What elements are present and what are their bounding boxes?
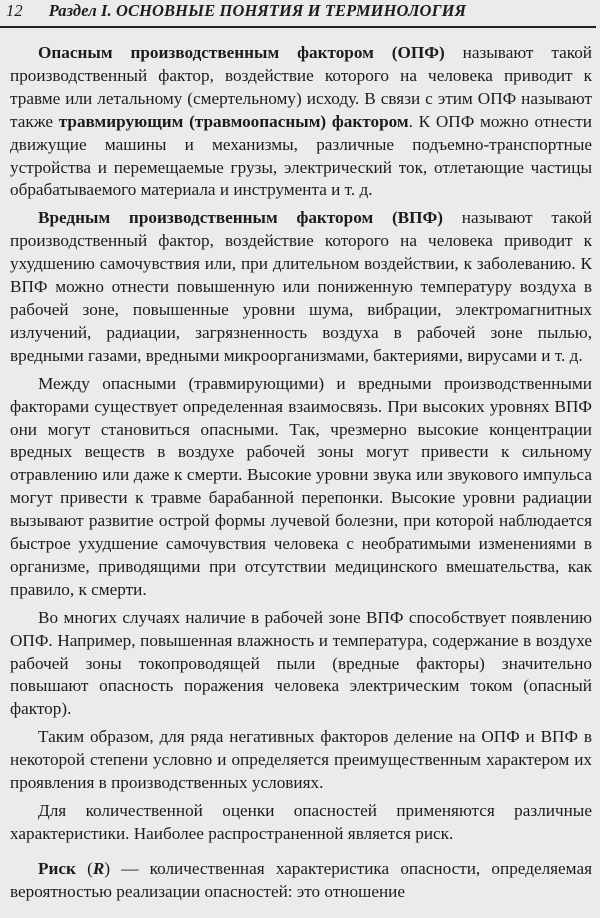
term-traumatic-factor: травмирующим (травмоопасным) фактором — [58, 111, 409, 131]
risk-symbol: R — [92, 858, 105, 878]
page-number: 12 — [6, 1, 23, 20]
paragraph-vpf-definition — [10, 207, 592, 367]
page-body — [10, 42, 592, 909]
running-header — [6, 1, 590, 25]
header-rule — [0, 26, 596, 28]
paragraph-text: — количественная характеристика опасности, определяемая вероятностью реализации опасностей: это отношение — [10, 858, 592, 901]
paragraph-quantitative-assessment: Для количественной оценки опасностей применяются различные характеристики. Наиболее распространенной является риск. — [10, 801, 592, 843]
term-vpf: Вредным производственным фактором (ВПФ) — [38, 208, 443, 228]
term-opf: Опасным производственным фактором (ОПФ) — [38, 43, 445, 62]
paragraph-conditional-division: Таким образом, для ряда негативных факторов деление на ОПФ и ВПФ в некоторой степени условно и определяется преимущественным характером их проявления в производственных условиях. — [10, 727, 592, 793]
paragraph-text: называют такой производственный фактор, воздействие которого на человека приводит к ухудшению самочувствия или, при длительном воздействии, к заболеванию. К ВПФ можно отнести повышенную или пониженную температуру воздуха в рабочей зоне, повышенные уровни шума, вибрации, электромагнитных излучений, радиации, загрязненность воздуха в рабочей зоне пылью, вредными газами, вредными микроорганизмами, бактериями, вирусами и т. д. — [10, 208, 592, 365]
paragraph-opf-definition — [10, 42, 592, 202]
section-title: Раздел I. ОСНОВНЫЕ ПОНЯТИЯ И ТЕРМИНОЛОГИЯ — [48, 1, 467, 20]
paragraph-vpf-causes-opf: Во многих случаях наличие в рабочей зоне ВПФ способствует появлению ОПФ. Например, повышенная влажность и температура, содержание в воздухе рабочей зоны токопроводящей пыли (вредные факторы) значительно повышают опасность поражения человека электрическим током (опасный фактор). — [10, 607, 592, 719]
paragraph-text: называют такой производственный фактор, воздействие которого на человека приводит к травме или летальному (смертельному) исходу. В связи с этим ОПФ называют также — [10, 43, 592, 131]
paragraph-interrelation: Между опасными (травмирующими) и вредными производственными факторами существует определенная взаимосвязь. При высоких уровнях ВПФ они могут становиться опасными. Так, чрезмерно высокие концентрации вредных веществ в воздухе рабочей зоны могут привести к сильному отравлению или даже к смерти. Высокие уровни звука или звукового импульса могут привести к травме барабанной перепонки. Высокие уровни радиации вызывают развитие острой формы лучевой болезни, при которой наблюдается быстрое ухудшение самочувствия человека с необратимыми изменениями в организме, приводящими при отсутствии медицинского вмешательства, как правило, к смерти. — [10, 373, 592, 599]
paragraph-text: . К ОПФ можно отнести движущие машины и механизмы, различные подъемно-транспортные устройства и перемещаемые грузы, электрический ток, отлетающие частицы обрабатываемого материала и инструмента и т. д. — [10, 111, 592, 200]
paragraph-risk-definition: Риск (R) — количественная характеристика опасности, определяемая вероятностью реализации опасностей: это отношение — [10, 858, 592, 901]
term-risk: Риск — [38, 858, 76, 878]
